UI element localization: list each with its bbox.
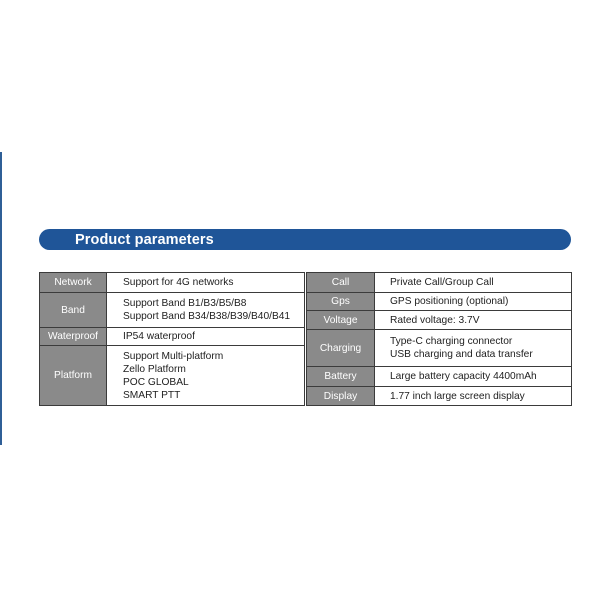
table-row bbox=[40, 293, 305, 328]
table-row bbox=[307, 387, 572, 406]
table-row bbox=[307, 273, 572, 293]
value-line: Zello Platform bbox=[123, 363, 186, 375]
value-line: Support Band B1/B3/B5/B8 bbox=[123, 298, 247, 309]
value-line: 1.77 inch large screen display bbox=[390, 390, 525, 402]
param-value-display bbox=[375, 387, 572, 406]
param-label-platform: Platform bbox=[40, 346, 107, 406]
table-row bbox=[40, 328, 305, 346]
param-value-platform bbox=[107, 346, 305, 406]
table-row bbox=[40, 346, 305, 406]
param-value-voltage bbox=[375, 311, 572, 330]
param-label-network: Network bbox=[40, 273, 107, 293]
param-label-band: Band bbox=[40, 293, 107, 328]
parameters-table-left bbox=[39, 272, 305, 406]
table-row bbox=[307, 367, 572, 387]
value-line: Large battery capacity 4400mAh bbox=[390, 371, 537, 382]
parameters-table-right bbox=[306, 272, 572, 406]
param-value-charging bbox=[375, 330, 572, 367]
table-row bbox=[307, 330, 572, 367]
param-label-call: Call bbox=[307, 273, 375, 293]
param-value-network bbox=[107, 273, 305, 293]
value-line: Support for 4G networks bbox=[123, 277, 234, 288]
value-line: Private Call/Group Call bbox=[390, 277, 494, 288]
param-label-waterproof: Waterproof bbox=[40, 328, 107, 346]
param-value-call bbox=[375, 273, 572, 293]
param-value-waterproof bbox=[107, 328, 305, 346]
table-row bbox=[307, 293, 572, 311]
value-line: Support Multi-platform bbox=[123, 350, 224, 362]
value-line: IP54 waterproof bbox=[123, 331, 195, 342]
param-value-band bbox=[107, 293, 305, 328]
value-line: Support Band B34/B38/B39/B40/B41 bbox=[123, 311, 291, 322]
param-value-battery bbox=[375, 367, 572, 387]
value-line: Type-C charging connector bbox=[390, 336, 513, 347]
param-label-battery: Battery bbox=[307, 367, 375, 387]
param-label-gps: Gps bbox=[307, 293, 375, 311]
table-row bbox=[307, 311, 572, 330]
param-value-gps bbox=[375, 293, 572, 311]
value-line: Rated voltage: 3.7V bbox=[390, 314, 480, 326]
section-banner bbox=[39, 229, 571, 250]
value-line: SMART PTT bbox=[123, 389, 181, 401]
value-line: USB charging and data transfer bbox=[390, 349, 533, 360]
page-edge-divider bbox=[0, 152, 2, 445]
table-row bbox=[40, 273, 305, 293]
value-line: POC GLOBAL bbox=[123, 376, 189, 388]
param-label-voltage: Voltage bbox=[307, 311, 375, 330]
param-label-charging: Charging bbox=[307, 330, 375, 367]
section-title: Product parameters bbox=[75, 231, 214, 248]
value-line: GPS positioning (optional) bbox=[390, 296, 509, 307]
param-label-display: Display bbox=[307, 387, 375, 406]
